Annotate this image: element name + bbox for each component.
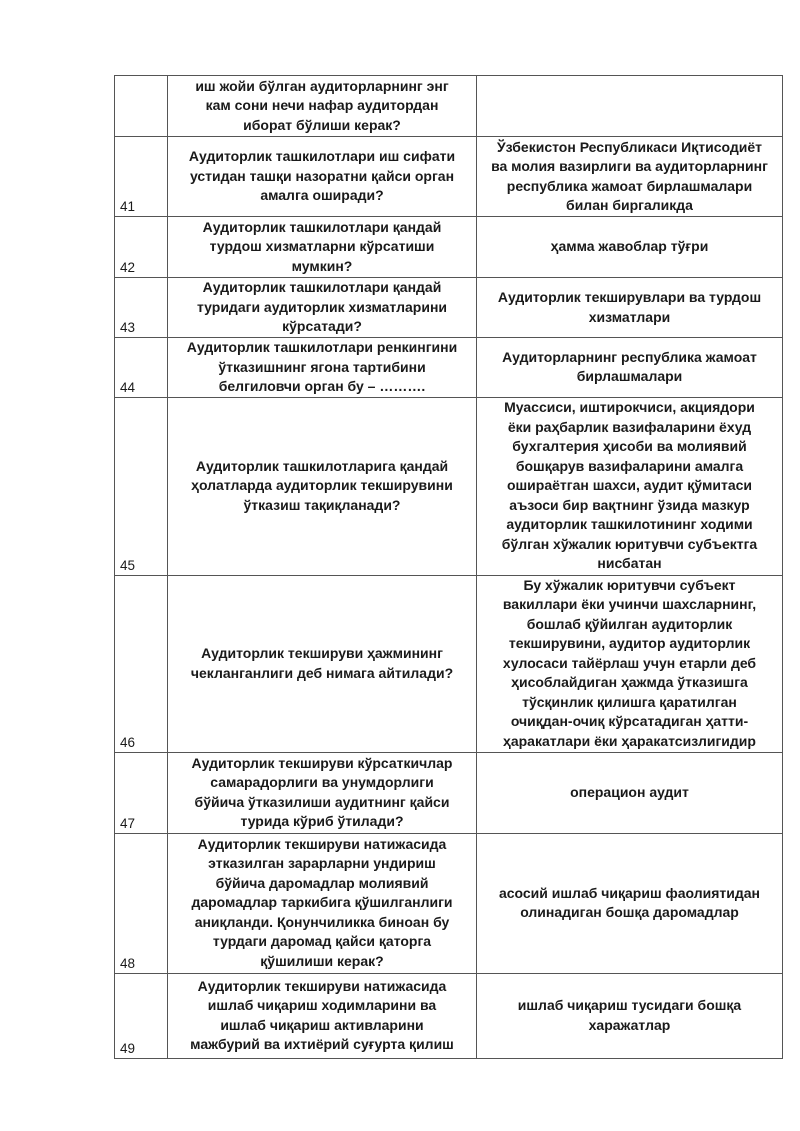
table-row [115, 137, 783, 217]
table-row [115, 397, 783, 575]
question-cell [168, 217, 477, 278]
question-text: Аудиторлик ташкилотлари ренкингини ўтказишнинг ягона тартибини белгиловчи орган бу – ………. [186, 339, 458, 394]
question-text: Аудиторлик ташкилотлари қандай туридаги аудиторлик хизматларини кўрсатади? [196, 279, 448, 335]
question-cell [168, 833, 477, 973]
question-text: Аудиторлик ташкилотларига қандай ҳолатларда аудиторлик текширувини ўтказиш тақиқланади? [191, 457, 453, 513]
question-text: Аудиторлик текшируви кўрсаткичлар самарадорлиги ва унумдорлиги бўйича ўтказилиши аудитнинг қайси турида кўриб ўтилади? [191, 754, 453, 829]
row-number: 41 [115, 137, 168, 217]
answer-text: операцион аудит [570, 783, 689, 800]
table-row [115, 752, 783, 833]
row-number: 48 [115, 833, 168, 973]
answer-text: асосий ишлаб чиқариш фаолиятидан олинадиган бошқа даромадлар [498, 884, 761, 920]
answer-text: ҳамма жавоблар тўғри [550, 238, 709, 255]
answer-cell [477, 973, 783, 1058]
answer-text: Бу хўжалик юритувчи субъект вакиллари ёки учинчи шахсларнинг, бошлаб қўйилган аудиторлик текширувини, аудитор аудиторлик хулосаси тайёрлаш учун етарли деб ҳисоблайдиган ҳажмда ўтказишга тўсқинлик қилишга қаратилган очиқдан-очиқ кўрсатадиган ҳатти- ҳаракатлари ёки ҳаракатсизлигидир [502, 576, 757, 749]
table-row [115, 575, 783, 752]
question-text: Аудиторлик текшируви натижасида ишлаб чиқариш ходимларини ва ишлаб чиқариш активларини мажбурий ва ихтиёрий суғурта қилиш [190, 977, 454, 1052]
answer-cell [477, 338, 783, 398]
question-text: Аудиторлик ташкилотлари иш сифати устидан ташқи назоратни қайси орган амалга оширади? [188, 148, 456, 204]
answer-cell [477, 137, 783, 217]
row-number: 43 [115, 278, 168, 338]
row-number: 49 [115, 973, 168, 1058]
question-cell [168, 752, 477, 833]
question-text: иш жойи бўлган аудиторларнинг энг кам сони нечи нафар аудитордан иборат бўлиши керак? [195, 77, 449, 133]
answer-cell [477, 575, 783, 752]
answer-text: Аудиторларнинг республика жамоат бирлашмалари [502, 348, 757, 385]
answer-cell [477, 217, 783, 278]
question-cell [168, 76, 477, 137]
answer-text: Муассиси, иштирокчиси, акциядори ёки раҳбарлик вазифаларини ёхуд бухгалтерия ҳисоби ва молиявий бошқарув вазифаларини амалга ошираётган шахси, аудит қўмитаси аъзоси бир вақтнинг ўзида мазкур аудиторлик ташкилотининг ходими бўлган хўжалик юритувчи субъектга нисбатан [501, 399, 758, 572]
row-number: 44 [115, 338, 168, 398]
table-row [115, 76, 783, 137]
row-number [115, 76, 168, 137]
answer-text: ишлаб чиқариш тусидаги бошқа харажатлар [517, 997, 742, 1033]
answer-text: Аудиторлик текширувлари ва турдош хизматлари [497, 289, 762, 325]
question-text: Аудиторлик текшируви ҳажмининг чекланганлиги деб нимага айтилади? [190, 645, 454, 681]
answer-cell [477, 76, 783, 137]
answer-cell [477, 752, 783, 833]
row-number: 45 [115, 397, 168, 575]
question-text: Аудиторлик ташкилотлари қандай турдош хизматларни кўрсатиши мумкин? [202, 218, 442, 274]
answer-cell [477, 397, 783, 575]
question-cell [168, 973, 477, 1058]
table-row [115, 217, 783, 278]
question-cell [168, 575, 477, 752]
questions-table [114, 75, 783, 1059]
answer-cell [477, 278, 783, 338]
question-text: Аудиторлик текшируви натижасида этказилган зарарларни ундириш бўйича даромадлар молиявий даромадлар таркибига қўшилганлиги аниқланди. Қонунчиликка биноан бу турдаги даромад қайси қаторга қўшилиши керак? [191, 835, 453, 969]
row-number: 46 [115, 575, 168, 752]
row-number: 47 [115, 752, 168, 833]
question-cell [168, 137, 477, 217]
answer-text: Ўзбекистон Республикаси Иқтисодиёт ва молия вазирлиги ва аудиторларнинг республика жамоат бирлашмалари билан биргаликда [491, 138, 768, 213]
question-cell [168, 338, 477, 398]
table-row [115, 833, 783, 973]
row-number: 42 [115, 217, 168, 278]
answer-cell [477, 833, 783, 973]
table-row [115, 278, 783, 338]
table-row [115, 973, 783, 1058]
table-row [115, 338, 783, 398]
question-cell [168, 397, 477, 575]
question-cell [168, 278, 477, 338]
